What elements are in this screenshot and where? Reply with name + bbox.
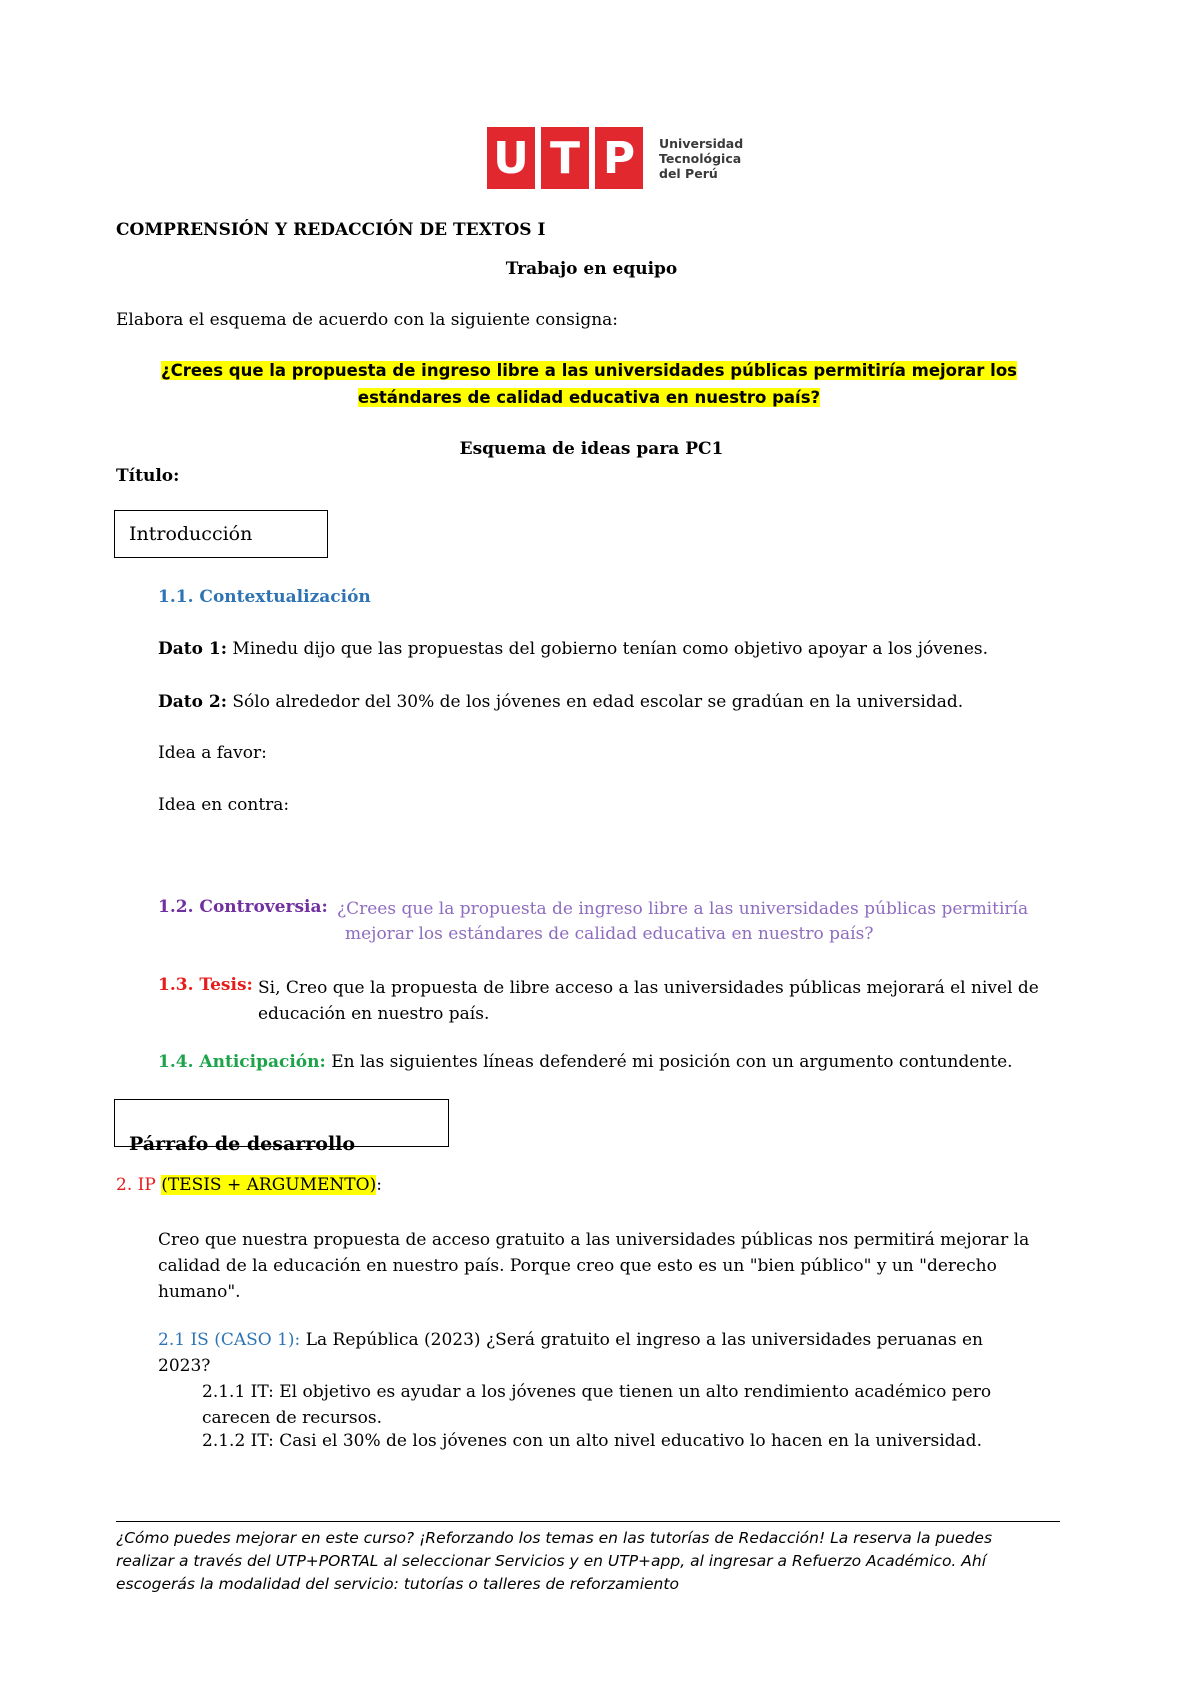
footer-line-1: ¿Cómo puedes mejorar en este curso? ¡Reforzando los temas en las tutorías de Redacción! La reserva la puedes bbox=[116, 1529, 993, 1547]
ip-colon: : bbox=[376, 1175, 382, 1195]
logo-line-1: Universidad bbox=[659, 135, 744, 151]
prompt-question-line-1: ¿Crees que la propuesta de ingreso libre a las universidades públicas permitiría mejorar los bbox=[161, 361, 1017, 380]
dato-1 bbox=[158, 639, 988, 659]
anticipation bbox=[158, 1052, 1013, 1072]
logo-wordmark bbox=[659, 136, 743, 181]
course-title: COMPRENSIÓN Y REDACCIÓN DE TEXTOS I bbox=[116, 220, 546, 240]
ip-label: 2. IP bbox=[116, 1175, 162, 1195]
it-1 bbox=[202, 1379, 991, 1431]
idea-contra: Idea en contra: bbox=[158, 795, 290, 815]
controversy-question bbox=[337, 897, 1028, 947]
anticipation-text: En las siguientes líneas defenderé mi posición con un argumento contundente. bbox=[331, 1052, 1013, 1072]
controversy-label: 1.2. Controversia: bbox=[158, 897, 328, 917]
ip-highlight: (TESIS + ARGUMENTO) bbox=[161, 1175, 377, 1195]
footer-divider bbox=[116, 1521, 1060, 1522]
development-box bbox=[114, 1099, 449, 1147]
is-case-1 bbox=[158, 1327, 983, 1379]
logo-letter-u: U bbox=[487, 127, 535, 189]
ip-paragraph-line-1: Creo que nuestra propuesta de acceso gratuito a las universidades públicas nos permitirá mejorar la bbox=[158, 1230, 1030, 1250]
idea-favor: Idea a favor: bbox=[158, 743, 267, 763]
contextualization-heading: 1.1. Contextualización bbox=[158, 587, 371, 607]
instruction-text: Elabora el esquema de acuerdo con la siguiente consigna: bbox=[116, 310, 619, 330]
it-2: 2.1.2 IT: Casi el 30% de los jóvenes con un alto nivel educativo lo hacen en la universidad. bbox=[202, 1431, 982, 1451]
dato-2-label: Dato 2: bbox=[158, 692, 227, 712]
logo-line-2: Tecnológica bbox=[659, 150, 742, 166]
footer-note bbox=[116, 1527, 1066, 1596]
controversy-line-2: mejorar los estándares de calidad educativa en nuestro país? bbox=[345, 924, 874, 944]
thesis-text bbox=[258, 975, 1039, 1027]
ip-paragraph-line-2: calidad de la educación en nuestro país. Porque creo que esto es un "bien público" y un "derecho bbox=[158, 1256, 997, 1276]
it-1-line-1: 2.1.1 IT: El objetivo es ayudar a los jóvenes que tienen un alto rendimiento académico pero bbox=[202, 1382, 992, 1402]
development-box-label: Párrafo de desarrollo bbox=[129, 1133, 356, 1155]
controversy-line-1: ¿Crees que la propuesta de ingreso libre a las universidades públicas permitiría bbox=[337, 899, 1029, 919]
thesis-label: 1.3. Tesis: bbox=[158, 975, 253, 995]
ip-heading bbox=[116, 1175, 382, 1195]
is-line-1: La República (2023) ¿Será gratuito el ingreso a las universidades peruanas en bbox=[300, 1330, 983, 1350]
thesis-line-2: educación en nuestro país. bbox=[258, 1004, 490, 1024]
it-1-line-2: carecen de recursos. bbox=[202, 1408, 382, 1428]
prompt-question-line-2: estándares de calidad educativa en nuestro país? bbox=[357, 388, 821, 407]
utp-logo bbox=[487, 127, 743, 189]
is-label: 2.1 IS (CASO 1): bbox=[158, 1330, 301, 1350]
title-label: Título: bbox=[116, 466, 180, 486]
footer-line-2: realizar a través del UTP+PORTAL al seleccionar Servicios y en UTP+app, al ingresar a Refuerzo Académico. Ahí bbox=[116, 1552, 987, 1570]
scheme-title: Esquema de ideas para PC1 bbox=[459, 439, 724, 459]
prompt-question bbox=[116, 357, 1062, 411]
ip-paragraph bbox=[158, 1227, 1029, 1305]
work-subtitle: Trabajo en equipo bbox=[505, 259, 678, 279]
dato-2-text: Sólo alrededor del 30% de los jóvenes en edad escolar se gradúan en la universidad. bbox=[226, 692, 964, 712]
intro-box-label: Introducción bbox=[129, 523, 253, 545]
thesis-line-1: Si, Creo que la propuesta de libre acceso a las universidades públicas mejorará el nivel de bbox=[258, 978, 1039, 998]
dato-2 bbox=[158, 692, 963, 712]
logo-letter-t: T bbox=[541, 127, 589, 189]
footer-line-3: escogerás la modalidad del servicio: tutorías o talleres de reforzamiento bbox=[116, 1575, 679, 1593]
logo-letter-p: P bbox=[595, 127, 643, 189]
is-line-2: 2023? bbox=[158, 1356, 211, 1376]
dato-1-text: Minedu dijo que las propuestas del gobierno tenían como objetivo apoyar a los jóvenes. bbox=[226, 639, 989, 659]
ip-paragraph-line-3: humano". bbox=[158, 1282, 241, 1302]
dato-1-label: Dato 1: bbox=[158, 639, 227, 659]
logo-line-3: del Perú bbox=[659, 165, 718, 181]
anticipation-label: 1.4. Anticipación: bbox=[158, 1052, 326, 1072]
